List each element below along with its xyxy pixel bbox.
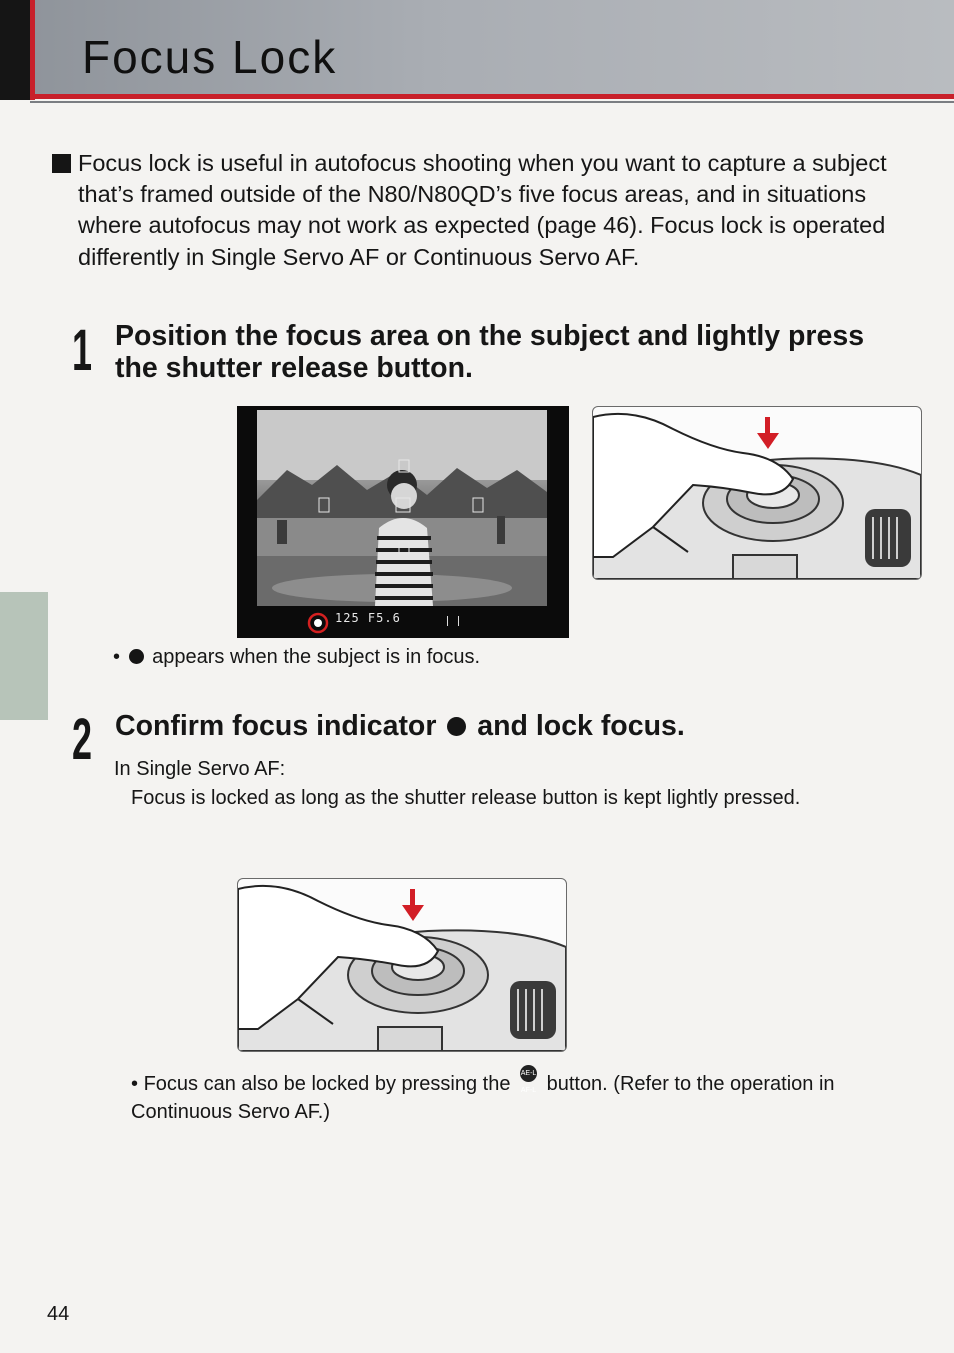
step-1-number: 1	[72, 318, 93, 383]
hand-on-camera-illustration	[238, 879, 566, 1051]
step-2-number: 2	[72, 707, 93, 772]
hand-on-camera-illustration	[593, 407, 921, 579]
page-title: Focus Lock	[82, 31, 338, 83]
step-1-note-text: appears when the subject is in focus.	[152, 646, 481, 668]
header-gray-rule	[30, 101, 954, 103]
ae-l-af-l-button-icon: AE-L AF-L	[520, 1065, 537, 1082]
intro-paragraph: Focus lock is useful in autofocus shooting when you want to capture a subject that’s framed outside of the N80/N80QD’s five focus areas, and in situations where autofocus may not work as expected (page 46). Focus lock is operated differently in Single Servo AF or Continuous Servo AF.	[78, 150, 887, 270]
note-bullet: •	[113, 646, 121, 668]
viewfinder-scene	[257, 410, 547, 606]
step-2-note	[131, 1065, 851, 1126]
step-1-heading: Position the focus area on the subject and lightly press the shutter release button.	[115, 320, 865, 384]
header-black-bar	[0, 0, 30, 100]
shutter-press-illustration-2	[237, 878, 567, 1052]
focus-dot-icon	[447, 717, 466, 736]
single-servo-body: Focus is locked as long as the shutter release button is kept lightly pressed.	[131, 787, 801, 809]
header-red-horizontal-rule	[30, 94, 954, 99]
single-servo-subhead: In Single Servo AF:	[114, 758, 286, 780]
shutter-press-illustration-1	[592, 406, 922, 580]
intro-section	[52, 148, 922, 273]
viewfinder-photo	[237, 406, 569, 638]
side-section-tab	[0, 592, 48, 720]
step-2-note-before: Focus can also be locked by pressing the	[143, 1073, 511, 1095]
header-red-vertical-rule	[30, 0, 35, 100]
step-2-heading-before: Confirm focus indicator	[115, 710, 437, 742]
viewfinder-exposure-bracket	[447, 616, 459, 626]
step-2-heading	[115, 710, 895, 742]
viewfinder-readout: 125 F5.6	[335, 611, 401, 625]
focus-indicator-icon	[307, 612, 329, 634]
note-bullet: •	[131, 1073, 139, 1095]
step-1-note	[113, 644, 480, 671]
square-bullet-icon	[52, 154, 71, 173]
step-2-heading-after: and lock focus.	[477, 710, 685, 742]
viewfinder-scene-illustration	[257, 410, 547, 606]
page-number: 44	[47, 1303, 70, 1325]
step-2-note-after: button. (Refer to the operation in Continuous Servo AF.)	[131, 1073, 835, 1123]
focus-dot-icon	[129, 649, 144, 664]
